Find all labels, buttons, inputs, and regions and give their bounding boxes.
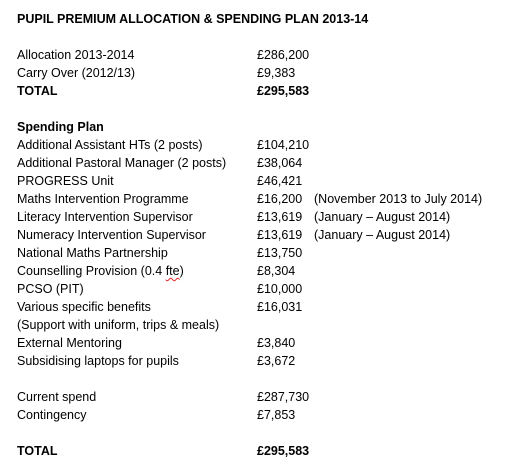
spending-item-note: (January – August 2014) bbox=[314, 210, 451, 224]
spending-row bbox=[17, 172, 522, 190]
spending-item-amount: £8,304 bbox=[257, 264, 296, 278]
spending-item-label: Various specific benefits bbox=[17, 300, 151, 314]
carry-over-label: Carry Over (2012/13) bbox=[17, 66, 136, 80]
spending-item-label: (Support with uniform, trips & meals) bbox=[17, 318, 220, 332]
spending-item-amount: £104,210 bbox=[257, 138, 310, 152]
spending-item-label: Numeracy Intervention Supervisor bbox=[17, 228, 206, 242]
document-title: PUPIL PREMIUM ALLOCATION & SPENDING PLAN 2013-14 bbox=[17, 12, 369, 26]
spending-row bbox=[17, 154, 522, 172]
spending-item-amount: £13,619 bbox=[257, 210, 303, 224]
spending-item-amount: £16,200 bbox=[257, 192, 303, 206]
spacer bbox=[17, 100, 522, 118]
contingency-amount: £7,853 bbox=[257, 408, 296, 422]
final-total-amount: £295,583 bbox=[257, 444, 310, 458]
label-text: ) bbox=[179, 264, 184, 278]
allocation-label: Allocation 2013-2014 bbox=[17, 48, 135, 62]
spending-item-note: (November 2013 to July 2014) bbox=[314, 192, 483, 206]
spending-item-label: Additional Pastoral Manager (2 posts) bbox=[17, 156, 227, 170]
spending-row bbox=[17, 334, 522, 352]
final-total-row bbox=[17, 442, 522, 460]
spending-row bbox=[17, 262, 522, 280]
allocation-total-row bbox=[17, 82, 522, 100]
spending-row bbox=[17, 316, 522, 334]
spending-plan-heading: Spending Plan bbox=[17, 120, 104, 134]
carry-over-row bbox=[17, 64, 522, 82]
allocation-total-label: TOTAL bbox=[17, 84, 58, 98]
spending-item-label: Maths Intervention Programme bbox=[17, 192, 189, 206]
spellcheck-word: fte bbox=[165, 264, 180, 278]
current-spend-row bbox=[17, 388, 522, 406]
spending-item-label: National Maths Partnership bbox=[17, 246, 168, 260]
final-total-label: TOTAL bbox=[17, 444, 58, 458]
spending-row bbox=[17, 280, 522, 298]
spending-row bbox=[17, 244, 522, 262]
spending-item-label: PCSO (PIT) bbox=[17, 282, 84, 296]
spending-row bbox=[17, 298, 522, 316]
spending-row bbox=[17, 352, 522, 370]
allocation-row bbox=[17, 46, 522, 64]
spending-item-amount: £3,672 bbox=[257, 354, 296, 368]
spending-row bbox=[17, 208, 522, 226]
spending-item-amount: £3,840 bbox=[257, 336, 296, 350]
current-spend-amount: £287,730 bbox=[257, 390, 310, 404]
spending-item-amount: £13,750 bbox=[257, 246, 303, 260]
spending-row bbox=[17, 190, 522, 208]
allocation-total-amount: £295,583 bbox=[257, 84, 310, 98]
spending-item-amount: £46,421 bbox=[257, 174, 303, 188]
carry-over-amount: £9,383 bbox=[257, 66, 296, 80]
contingency-label: Contingency bbox=[17, 408, 87, 422]
spending-item-label: Subsidising laptops for pupils bbox=[17, 354, 179, 368]
spending-item-amount: £10,000 bbox=[257, 282, 303, 296]
spending-item-label: External Mentoring bbox=[17, 336, 122, 350]
spending-item-label bbox=[17, 262, 184, 280]
spending-item-amount: £38,064 bbox=[257, 156, 303, 170]
spending-item-label: PROGRESS Unit bbox=[17, 174, 114, 188]
spending-item-note: (January – August 2014) bbox=[314, 228, 451, 242]
spending-item-label: Additional Assistant HTs (2 posts) bbox=[17, 138, 203, 152]
spacer bbox=[17, 370, 522, 388]
spending-item-amount: £16,031 bbox=[257, 300, 303, 314]
label-text: Counselling Provision (0.4 bbox=[17, 264, 166, 278]
spending-row bbox=[17, 136, 522, 154]
allocation-amount: £286,200 bbox=[257, 48, 310, 62]
spending-item-label: Literacy Intervention Supervisor bbox=[17, 210, 193, 224]
document-body bbox=[17, 10, 522, 460]
contingency-row bbox=[17, 406, 522, 424]
spacer bbox=[17, 28, 522, 46]
current-spend-label: Current spend bbox=[17, 390, 97, 404]
spacer bbox=[17, 424, 522, 442]
spending-row bbox=[17, 226, 522, 244]
spending-item-amount: £13,619 bbox=[257, 228, 303, 242]
